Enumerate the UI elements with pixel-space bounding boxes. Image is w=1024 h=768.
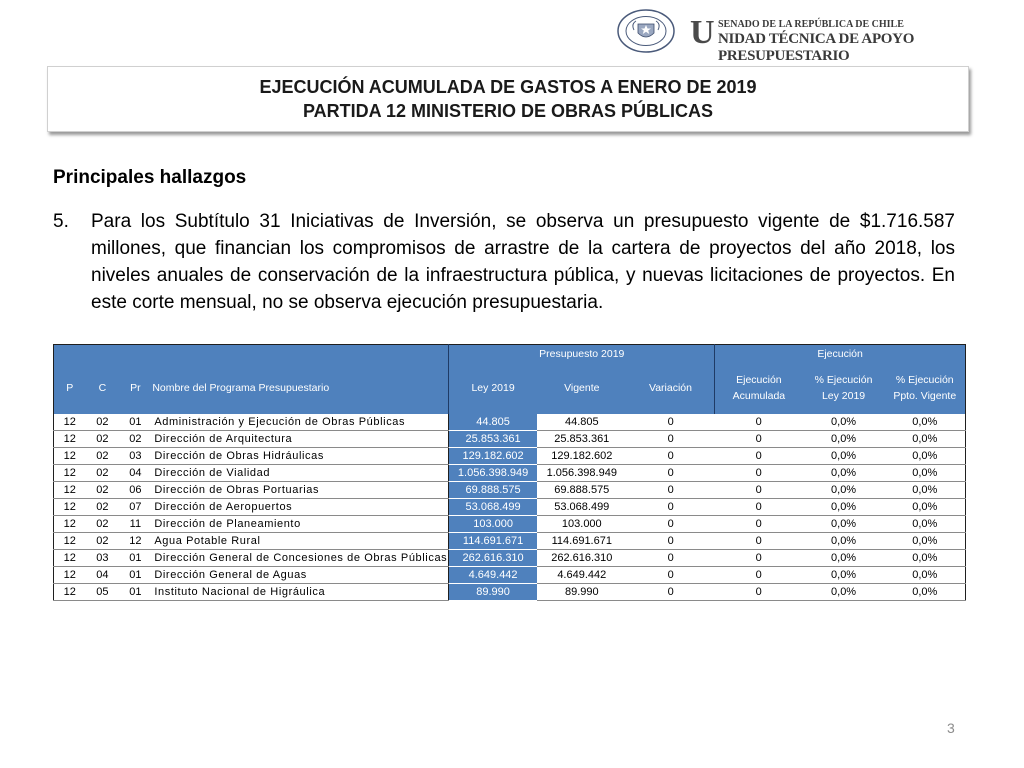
group-header-ejecucion: Ejecución	[715, 345, 966, 363]
cell-pct-vigente: 0,0%	[885, 481, 966, 498]
table-row	[54, 515, 966, 532]
cell-pr: 03	[119, 447, 151, 464]
cell-ejecucion: 0	[715, 498, 803, 515]
cell-pct-ley: 0,0%	[803, 583, 885, 600]
cell-pct-vigente: 0,0%	[885, 532, 966, 549]
cell-variacion: 0	[627, 481, 715, 498]
cell-ejecucion: 0	[715, 566, 803, 583]
cell-ejecucion: 0	[715, 464, 803, 481]
cell-variacion: 0	[627, 498, 715, 515]
col-header-ejecucion-acumulada-line2: Acumulada	[732, 390, 786, 402]
cell-pr: 11	[119, 515, 151, 532]
table-row	[54, 447, 966, 464]
finding-paragraph	[53, 208, 955, 316]
table-row	[54, 430, 966, 447]
cell-vigente: 53.068.499	[537, 498, 627, 515]
section-heading: Principales hallazgos	[53, 167, 247, 188]
table-row	[54, 498, 966, 515]
cell-ejecucion: 0	[715, 481, 803, 498]
budget-table	[53, 344, 966, 601]
cell-nombre: Dirección de Aeropuertos	[151, 498, 449, 515]
cell-ejecucion: 0	[715, 447, 803, 464]
cell-c: 02	[85, 481, 119, 498]
finding-text: Para los Subtítulo 31 Iniciativas de Inversión, se observa un presupuesto vigente de $1.716.587 millones, que financian los compromisos de arrastre de la cartera de proyectos del año 2018, los niveles anuales de conservación de la infraestructura pública, y nuevas licitaciones de proyectos. En este corte mensual, no se observa ejecución presupuestaria.	[91, 211, 955, 313]
finding-number: 5.	[53, 211, 69, 232]
cell-variacion: 0	[627, 515, 715, 532]
cell-ley: 129.182.602	[449, 447, 537, 464]
cell-c: 02	[85, 447, 119, 464]
unidad-tecnica-logo	[690, 14, 1020, 64]
col-header-pct-vigente-line1: % Ejecución	[895, 374, 954, 386]
cell-ley: 25.853.361	[449, 430, 537, 447]
cell-vigente: 44.805	[537, 414, 627, 431]
cell-ley: 4.649.442	[449, 566, 537, 583]
cell-c: 02	[85, 515, 119, 532]
page-number: 3	[947, 720, 955, 736]
slide-title-line1: EJECUCIÓN ACUMULADA DE GASTOS A ENERO DE 2019	[259, 77, 757, 97]
col-header-nombre: Nombre del Programa Presupuestario	[151, 363, 449, 414]
cell-c: 02	[85, 414, 119, 431]
col-header-pct-ley-line2: Ley 2019	[821, 390, 866, 402]
cell-nombre: Dirección de Obras Portuarias	[151, 481, 449, 498]
budget-table-body	[54, 414, 966, 601]
table-row	[54, 549, 966, 566]
cell-pct-vigente: 0,0%	[885, 464, 966, 481]
cell-ejecucion: 0	[715, 515, 803, 532]
table-row	[54, 414, 966, 431]
cell-pr: 01	[119, 549, 151, 566]
cell-variacion: 0	[627, 532, 715, 549]
cell-ley: 114.691.671	[449, 532, 537, 549]
table-row	[54, 583, 966, 600]
brand-line-unidad: NIDAD TÉCNICA DE APOYO PRESUPUESTARIO	[718, 31, 915, 64]
cell-variacion: 0	[627, 464, 715, 481]
cell-pct-ley: 0,0%	[803, 430, 885, 447]
cell-vigente: 1.056.398.949	[537, 464, 627, 481]
cell-pr: 01	[119, 583, 151, 600]
col-header-ejecucion-acumulada-line1: Ejecución	[736, 374, 782, 386]
cell-pct-ley: 0,0%	[803, 447, 885, 464]
col-header-pr: Pr	[119, 363, 151, 414]
group-header-presupuesto: Presupuesto 2019	[449, 345, 715, 363]
cell-nombre: Dirección de Obras Hidráulicas	[151, 447, 449, 464]
col-header-variacion: Variación	[627, 363, 715, 414]
cell-ley: 44.805	[449, 414, 537, 431]
col-header-pct-vigente-line2: Ppto. Vigente	[893, 390, 957, 402]
cell-vigente: 89.990	[537, 583, 627, 600]
cell-ejecucion: 0	[715, 430, 803, 447]
brand-line-senado: SENADO DE LA REPÚBLICA DE CHILE	[718, 19, 904, 30]
cell-c: 02	[85, 430, 119, 447]
cell-p: 12	[54, 498, 86, 515]
cell-c: 02	[85, 498, 119, 515]
cell-pct-ley: 0,0%	[803, 566, 885, 583]
col-header-p: P	[54, 363, 86, 414]
cell-pct-ley: 0,0%	[803, 414, 885, 431]
cell-pct-ley: 0,0%	[803, 481, 885, 498]
cell-pct-vigente: 0,0%	[885, 498, 966, 515]
cell-ejecucion: 0	[715, 583, 803, 600]
cell-nombre: Instituto Nacional de Higráulica	[151, 583, 449, 600]
col-header-vigente: Vigente	[537, 363, 627, 414]
cell-pct-vigente: 0,0%	[885, 549, 966, 566]
cell-ejecucion: 0	[715, 532, 803, 549]
col-header-pct-ley	[803, 363, 885, 414]
cell-p: 12	[54, 549, 86, 566]
cell-variacion: 0	[627, 414, 715, 431]
cell-c: 05	[85, 583, 119, 600]
cell-nombre: Administración y Ejecución de Obras Públicas	[151, 414, 449, 431]
cell-p: 12	[54, 566, 86, 583]
cell-pr: 06	[119, 481, 151, 498]
cell-nombre: Dirección de Arquitectura	[151, 430, 449, 447]
cell-vigente: 114.691.671	[537, 532, 627, 549]
cell-ley: 262.616.310	[449, 549, 537, 566]
cell-vigente: 129.182.602	[537, 447, 627, 464]
cell-p: 12	[54, 430, 86, 447]
cell-pct-vigente: 0,0%	[885, 515, 966, 532]
col-header-ley: Ley 2019	[449, 363, 537, 414]
cell-vigente: 4.649.442	[537, 566, 627, 583]
cell-pr: 02	[119, 430, 151, 447]
cell-pct-vigente: 0,0%	[885, 447, 966, 464]
cell-pct-ley: 0,0%	[803, 464, 885, 481]
slide-title-box	[47, 66, 969, 132]
cell-pct-vigente: 0,0%	[885, 430, 966, 447]
cell-pct-ley: 0,0%	[803, 498, 885, 515]
cell-pr: 01	[119, 566, 151, 583]
col-header-pct-ley-line1: % Ejecución	[814, 374, 873, 386]
cell-ejecucion: 0	[715, 414, 803, 431]
table-row	[54, 566, 966, 583]
cell-nombre: Dirección General de Concesiones de Obras Públicas	[151, 549, 449, 566]
cell-c: 02	[85, 532, 119, 549]
cell-p: 12	[54, 481, 86, 498]
cell-pr: 01	[119, 414, 151, 431]
cell-pct-ley: 0,0%	[803, 532, 885, 549]
cell-ley: 53.068.499	[449, 498, 537, 515]
cell-variacion: 0	[627, 447, 715, 464]
cell-pct-vigente: 0,0%	[885, 583, 966, 600]
cell-vigente: 69.888.575	[537, 481, 627, 498]
cell-pct-ley: 0,0%	[803, 549, 885, 566]
cell-variacion: 0	[627, 566, 715, 583]
cell-variacion: 0	[627, 583, 715, 600]
cell-p: 12	[54, 515, 86, 532]
table-row	[54, 532, 966, 549]
table-row	[54, 464, 966, 481]
cell-nombre: Dirección de Vialidad	[151, 464, 449, 481]
cell-variacion: 0	[627, 549, 715, 566]
cell-p: 12	[54, 583, 86, 600]
col-header-ejecucion-acumulada	[715, 363, 803, 414]
col-header-pct-vigente	[885, 363, 966, 414]
cell-p: 12	[54, 532, 86, 549]
brand-initial: U	[690, 14, 715, 51]
cell-p: 12	[54, 464, 86, 481]
cell-ley: 69.888.575	[449, 481, 537, 498]
cell-p: 12	[54, 447, 86, 464]
cell-ley: 103.000	[449, 515, 537, 532]
cell-pr: 04	[119, 464, 151, 481]
cell-ley: 1.056.398.949	[449, 464, 537, 481]
cell-vigente: 103.000	[537, 515, 627, 532]
cell-pct-vigente: 0,0%	[885, 414, 966, 431]
cell-nombre: Dirección de Planeamiento	[151, 515, 449, 532]
cell-pct-vigente: 0,0%	[885, 566, 966, 583]
header-spacer	[54, 345, 449, 363]
slide-title-line2: PARTIDA 12 MINISTERIO DE OBRAS PÚBLICAS	[302, 101, 714, 121]
cell-vigente: 25.853.361	[537, 430, 627, 447]
cell-variacion: 0	[627, 430, 715, 447]
cell-nombre: Dirección General de Aguas	[151, 566, 449, 583]
cell-c: 04	[85, 566, 119, 583]
cell-nombre: Agua Potable Rural	[151, 532, 449, 549]
cell-pr: 07	[119, 498, 151, 515]
cell-pr: 12	[119, 532, 151, 549]
cell-pct-ley: 0,0%	[803, 515, 885, 532]
cell-p: 12	[54, 414, 86, 431]
cell-ley: 89.990	[449, 583, 537, 600]
senado-seal	[616, 8, 676, 54]
table-row	[54, 481, 966, 498]
col-header-c: C	[85, 363, 119, 414]
cell-vigente: 262.616.310	[537, 549, 627, 566]
cell-c: 02	[85, 464, 119, 481]
cell-ejecucion: 0	[715, 549, 803, 566]
cell-c: 03	[85, 549, 119, 566]
